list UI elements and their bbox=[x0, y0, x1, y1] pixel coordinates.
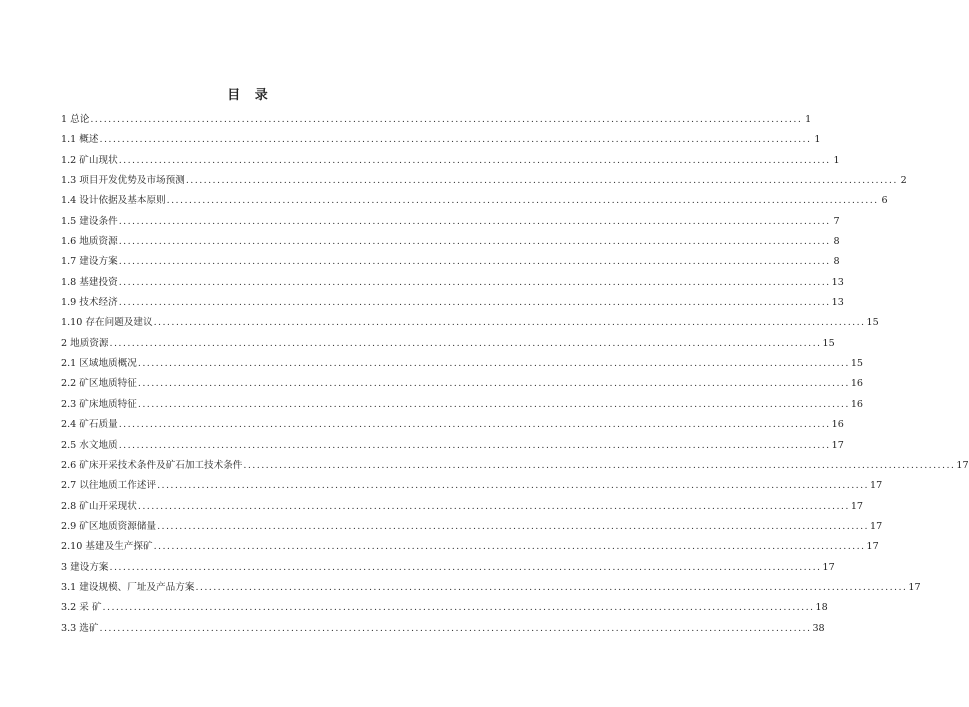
toc-entry-page: 13 bbox=[831, 276, 844, 288]
toc-entry-label: 2.2 矿区地质特征 bbox=[61, 378, 137, 390]
toc-leader-dots: ................................................................................................................................................................ bbox=[137, 500, 850, 512]
toc-entry bbox=[61, 253, 840, 273]
toc-leader-dots: ................................................................................................................................................................ bbox=[157, 520, 869, 532]
toc-leader-dots: ................................................................................................................................................................ bbox=[118, 154, 831, 166]
toc-entry-page: 1 bbox=[833, 154, 840, 166]
toc-leader-dots: ................................................................................................................................................................ bbox=[90, 114, 803, 125]
toc-entry-page: 16 bbox=[850, 398, 864, 410]
toc-entry-label: 2.6 矿床开采技术条件及矿石加工技术条件 bbox=[61, 459, 243, 471]
toc-entry-label: 1.7 建设方案 bbox=[61, 256, 118, 268]
toc-leader-dots: ................................................................................................................................................................ bbox=[109, 337, 822, 349]
toc-entry-page: 15 bbox=[822, 337, 835, 349]
toc-entry-label: 2.10 基建及生产探矿 bbox=[61, 541, 153, 553]
toc-entry-page: 1 bbox=[814, 134, 821, 146]
toc-entry-page: 38 bbox=[812, 622, 825, 634]
toc-entry bbox=[61, 559, 835, 579]
toc-entry-label: 2.3 矿床地质特征 bbox=[61, 398, 137, 410]
toc-entry-label: 2.5 水文地质 bbox=[61, 439, 118, 451]
toc-entry-label: 3 建设方案 bbox=[61, 561, 109, 573]
toc-leader-dots: ................................................................................................................................................................ bbox=[118, 419, 831, 431]
toc-entry-label: 2.9 矿区地质资源储量 bbox=[61, 520, 157, 532]
toc-entry-label: 2.1 区域地质概况 bbox=[61, 358, 137, 370]
table-of-contents bbox=[61, 111, 969, 640]
toc-leader-dots: ................................................................................................................................................................ bbox=[118, 297, 831, 309]
toc-entry-page: 17 bbox=[956, 459, 969, 471]
toc-entry bbox=[61, 355, 864, 375]
toc-entry-page: 8 bbox=[833, 256, 840, 268]
toc-entry-label: 3.1 建设规模、厂址及产品方案 bbox=[61, 581, 195, 593]
toc-entry-label: 1.8 基建投资 bbox=[61, 276, 118, 288]
toc-entry-page: 17 bbox=[850, 500, 864, 512]
toc-entry-page: 15 bbox=[850, 358, 864, 370]
toc-entry bbox=[61, 477, 883, 497]
toc-entry-page: 17 bbox=[866, 541, 879, 553]
toc-entry-page: 17 bbox=[822, 561, 835, 573]
toc-leader-dots: ................................................................................................................................................................ bbox=[243, 459, 956, 471]
toc-entry bbox=[61, 111, 812, 131]
toc-entry-label: 2.4 矿石质量 bbox=[61, 419, 118, 431]
toc-entry bbox=[61, 192, 888, 212]
toc-entry bbox=[61, 518, 883, 538]
toc-entry-label: 1.2 矿山现状 bbox=[61, 154, 118, 166]
toc-entry-label: 2.8 矿山开采现状 bbox=[61, 500, 137, 512]
toc-leader-dots: ................................................................................................................................................................ bbox=[137, 358, 850, 370]
toc-entry bbox=[61, 233, 840, 253]
toc-entry-label: 1.1 概述 bbox=[61, 134, 99, 146]
toc-entry-label: 1.10 存在问题及建议 bbox=[61, 317, 153, 329]
toc-leader-dots: ................................................................................................................................................................ bbox=[153, 317, 866, 329]
toc-leader-dots: ................................................................................................................................................................ bbox=[185, 175, 898, 187]
toc-entry bbox=[61, 335, 835, 355]
toc-entry-label: 1.9 技术经济 bbox=[61, 297, 118, 309]
toc-entry-label: 1.3 项目开发优势及市场预测 bbox=[61, 175, 185, 187]
toc-leader-dots: ................................................................................................................................................................ bbox=[102, 602, 815, 614]
toc-entry bbox=[61, 172, 907, 192]
toc-leader-dots: ................................................................................................................................................................ bbox=[99, 622, 812, 634]
toc-entry-page: 8 bbox=[833, 236, 840, 248]
toc-leader-dots: ................................................................................................................................................................ bbox=[118, 276, 831, 288]
toc-entry bbox=[61, 437, 844, 457]
toc-entry bbox=[61, 375, 864, 395]
toc-entry bbox=[61, 620, 825, 640]
toc-leader-dots: ................................................................................................................................................................ bbox=[118, 439, 831, 451]
toc-leader-dots: ................................................................................................................................................................ bbox=[153, 541, 866, 553]
toc-entry bbox=[61, 213, 840, 233]
toc-entry bbox=[61, 152, 840, 172]
toc-entry bbox=[61, 274, 844, 294]
toc-entry-label: 2.7 以往地质工作述评 bbox=[61, 480, 157, 492]
toc-leader-dots: ................................................................................................................................................................ bbox=[157, 480, 869, 492]
toc-leader-dots: ................................................................................................................................................................ bbox=[195, 581, 908, 593]
toc-entry-page: 18 bbox=[815, 602, 828, 614]
toc-entry-page: 15 bbox=[866, 317, 879, 329]
toc-leader-dots: ................................................................................................................................................................ bbox=[109, 561, 822, 573]
toc-entry-page: 6 bbox=[881, 195, 888, 207]
toc-entry-page: 16 bbox=[831, 419, 844, 431]
toc-entry-page: 17 bbox=[831, 439, 844, 451]
toc-entry-page: 1 bbox=[805, 114, 812, 125]
toc-entry-page: 17 bbox=[908, 581, 921, 593]
toc-entry-label: 1.6 地质资源 bbox=[61, 236, 118, 248]
toc-entry bbox=[61, 579, 921, 599]
toc-entry-label: 1 总论 bbox=[61, 114, 90, 125]
toc-entry bbox=[61, 599, 828, 619]
toc-leader-dots: ................................................................................................................................................................ bbox=[118, 256, 831, 268]
toc-entry bbox=[61, 314, 879, 334]
toc-entry-page: 17 bbox=[870, 480, 883, 492]
toc-entry-label: 1.4 设计依据及基本原则 bbox=[61, 195, 166, 207]
toc-entry-page: 16 bbox=[850, 378, 864, 390]
toc-entry bbox=[61, 416, 844, 436]
toc-entry-page: 2 bbox=[900, 175, 907, 187]
toc-leader-dots: ................................................................................................................................................................ bbox=[137, 398, 850, 410]
toc-entry bbox=[61, 294, 844, 314]
toc-leader-dots: ................................................................................................................................................................ bbox=[118, 236, 831, 248]
toc-entry bbox=[61, 131, 821, 151]
toc-leader-dots: ................................................................................................................................................................ bbox=[166, 195, 879, 207]
toc-leader-dots: ................................................................................................................................................................ bbox=[118, 215, 831, 227]
toc-entry-label: 1.5 建设条件 bbox=[61, 215, 118, 227]
toc-entry bbox=[61, 396, 864, 416]
toc-title: 目 录 bbox=[227, 88, 273, 103]
toc-entry bbox=[61, 457, 969, 477]
toc-leader-dots: ................................................................................................................................................................ bbox=[137, 378, 850, 390]
toc-entry-page: 13 bbox=[831, 297, 844, 309]
toc-entry bbox=[61, 538, 879, 558]
toc-entry-page: 7 bbox=[833, 215, 840, 227]
toc-entry-label: 3.2 采 矿 bbox=[61, 602, 102, 614]
toc-entry-page: 17 bbox=[870, 520, 883, 532]
toc-entry bbox=[61, 498, 864, 518]
toc-leader-dots: ................................................................................................................................................................ bbox=[99, 134, 812, 146]
toc-entry-label: 2 地质资源 bbox=[61, 337, 109, 349]
toc-entry-label: 3.3 选矿 bbox=[61, 622, 99, 634]
